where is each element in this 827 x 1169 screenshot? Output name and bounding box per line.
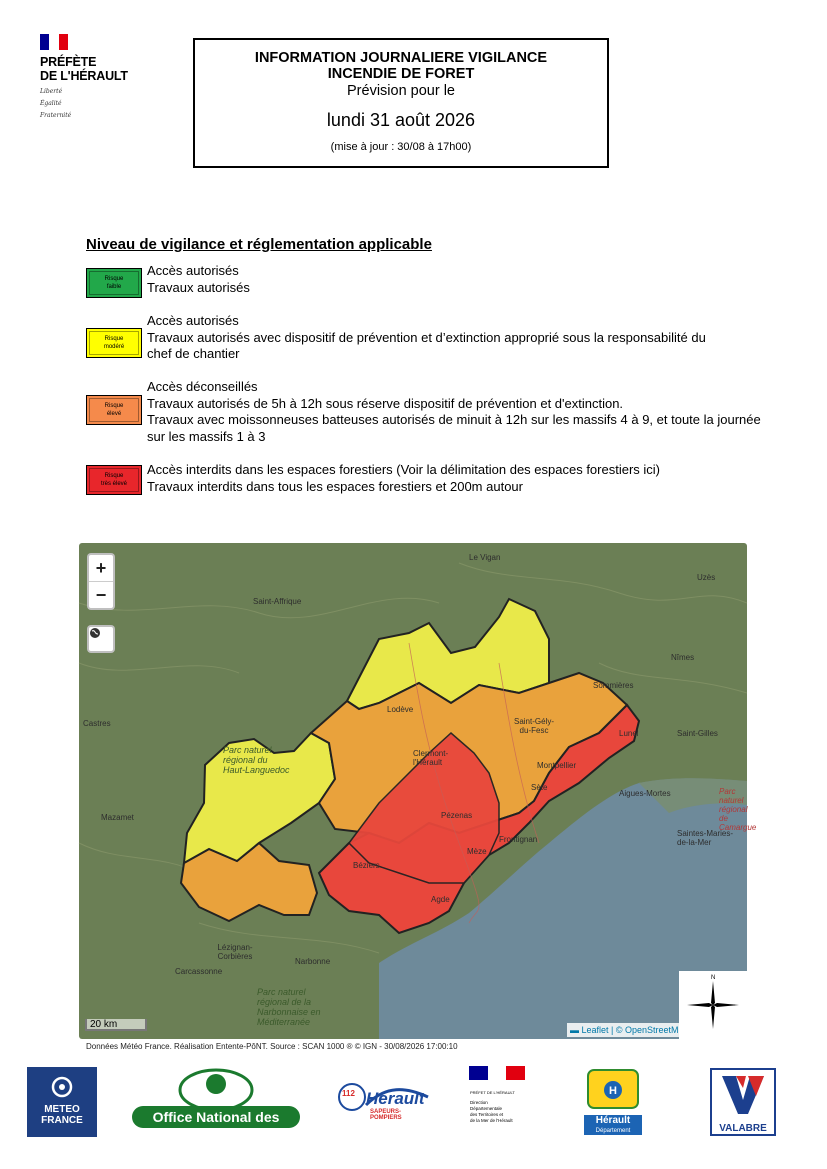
legend-swatch-tres-eleve: Risque très élevé	[86, 465, 142, 495]
map-place-label: Mazamet	[101, 813, 134, 822]
meteo-france-logo: METEO FRANCE	[27, 1067, 97, 1137]
map-place-label: Saintes-Maries-de-la-Mer	[677, 829, 734, 847]
vigilance-map[interactable]	[79, 543, 757, 1039]
map-place-label: Lunel	[619, 729, 639, 738]
compass-rose-icon	[679, 971, 747, 1039]
map-place-label: Castres	[83, 719, 111, 728]
zoom-in-button[interactable]: +	[95, 558, 107, 578]
legend-swatch-modere: Risque modéré	[86, 328, 142, 358]
pnr-narbonnaise-label: Parc naturel régional de la Narbonnaise en Méditerranée	[257, 987, 321, 1027]
map-source: Données Météo France. Réalisation Entente-PôNT. Source : SCAN 1000 ® © IGN - 30/08/2026 17:00:10	[86, 1042, 458, 1051]
onf-name: Office National des Forêts	[152, 1109, 280, 1143]
legend-text: Accès interdits dans les espaces forestiers (Voir la délimitation des espaces forestiers ici) Travaux interdits dans tous les espaces forestiers et 200m autour	[147, 462, 660, 494]
map-scale: 20 km	[85, 1019, 147, 1031]
map-place-label: Clermont-l'Hérault	[413, 749, 449, 767]
map-place-label: Aigues-Mortes	[619, 789, 671, 798]
pnr-haut-languedoc-label: Parc naturel régional du Haut-Languedoc	[223, 745, 290, 775]
map-place-label: Sommières	[593, 681, 634, 690]
map-attribution[interactable]: ▬ Leaflet | © OpenStreetM	[567, 1023, 682, 1037]
map-place-label: Carcassonne	[175, 967, 223, 976]
map-place-label: Frontignan	[499, 835, 538, 844]
pnr-camargue-label: Parc naturel régional de Camargue	[719, 787, 757, 832]
map-place-label: Saint-Gilles	[677, 729, 718, 738]
map-place-label: Saint-Gély-du-Fesc	[513, 717, 554, 735]
herault-sun-icon	[584, 1066, 642, 1110]
map-place-label: Pézenas	[441, 811, 473, 820]
forecast-date: lundi 31 août 2026	[326, 110, 476, 130]
map-place-label: Béziers	[353, 861, 380, 870]
map-place-label: Montpellier	[537, 761, 577, 770]
map-place-label: Narbonne	[295, 957, 331, 966]
map-place-label: Agde	[431, 895, 450, 904]
bulletin-title-line1: INFORMATION JOURNALIERE VIGILANCE	[254, 50, 548, 66]
french-flag-icon	[469, 1066, 525, 1080]
legend-text: Accès autorisés Travaux autorisés	[147, 263, 250, 295]
french-flag-icon	[40, 34, 68, 50]
zoom-control	[87, 553, 115, 610]
map-place-label: Le Vigan	[469, 553, 501, 562]
map-place-label: Lézignan-Corbières	[217, 943, 253, 961]
map-place-label: Sète	[531, 783, 548, 792]
sdis-name: Hérault	[366, 1089, 425, 1108]
legend-swatch-faible: Risque faible	[86, 268, 142, 298]
legend-swatch-eleve: Risque élevé	[86, 395, 142, 425]
forecast-label: Prévision pour le	[347, 83, 455, 99]
prefecture-logo	[40, 34, 140, 144]
map-place-label: Uzès	[697, 573, 716, 582]
bulletin-header	[193, 38, 609, 168]
legend-text: Accès autorisés Travaux autorisés avec dispositif de prévention et d’extinction approprié sous la responsabilité du chef de chantier	[147, 313, 706, 361]
map-place-label: Lodève	[387, 705, 414, 714]
zoom-out-button[interactable]: −	[89, 581, 113, 608]
update-time: (mise à jour : 30/08 à 17h00)	[330, 141, 472, 153]
map-place-label: Nîmes	[671, 653, 695, 662]
meteo-france-icon	[27, 1067, 97, 1101]
bulletin-title-line2: INCENDIE DE FORET	[327, 66, 475, 82]
onf-logo	[130, 1068, 302, 1143]
globe-icon[interactable]	[87, 625, 115, 653]
valabre-v-icon	[712, 1070, 774, 1118]
herault-departement-logo: H Hérault Département	[584, 1066, 642, 1136]
republic-motto: Liberté Égalité Fraternité	[40, 88, 72, 119]
map-place-label: Mèze	[467, 847, 487, 856]
valabre-logo: VALABRE	[710, 1068, 776, 1136]
svg-text:H: H	[609, 1085, 617, 1097]
ddtm-herault-logo: PRÉFET DE L'HÉRAULT Direction Départementale des Territoires et de la Mer de l'Hérault	[466, 1066, 528, 1138]
legend-text: Accès déconseillés Travaux autorisés de 5h à 12h sous réserve dispositif de prévention et d'extinction. Travaux avec moissonneuses batteuses autorisés de minuit à 12h sur les massifs 4 à 9, et toute la journée sur les massifs 1 à 3	[147, 379, 761, 444]
prefecture-name: PRÉFÈTE DE L'HÉRAULT	[40, 55, 128, 83]
svg-text:N: N	[711, 975, 716, 981]
map-place-label: Saint-Affrique	[253, 597, 302, 606]
sdis-herault-logo: 112 Hérault SAPEURS-POMPIERS	[336, 1075, 432, 1125]
section-title: Niveau de vigilance et réglementation applicable	[86, 236, 432, 253]
